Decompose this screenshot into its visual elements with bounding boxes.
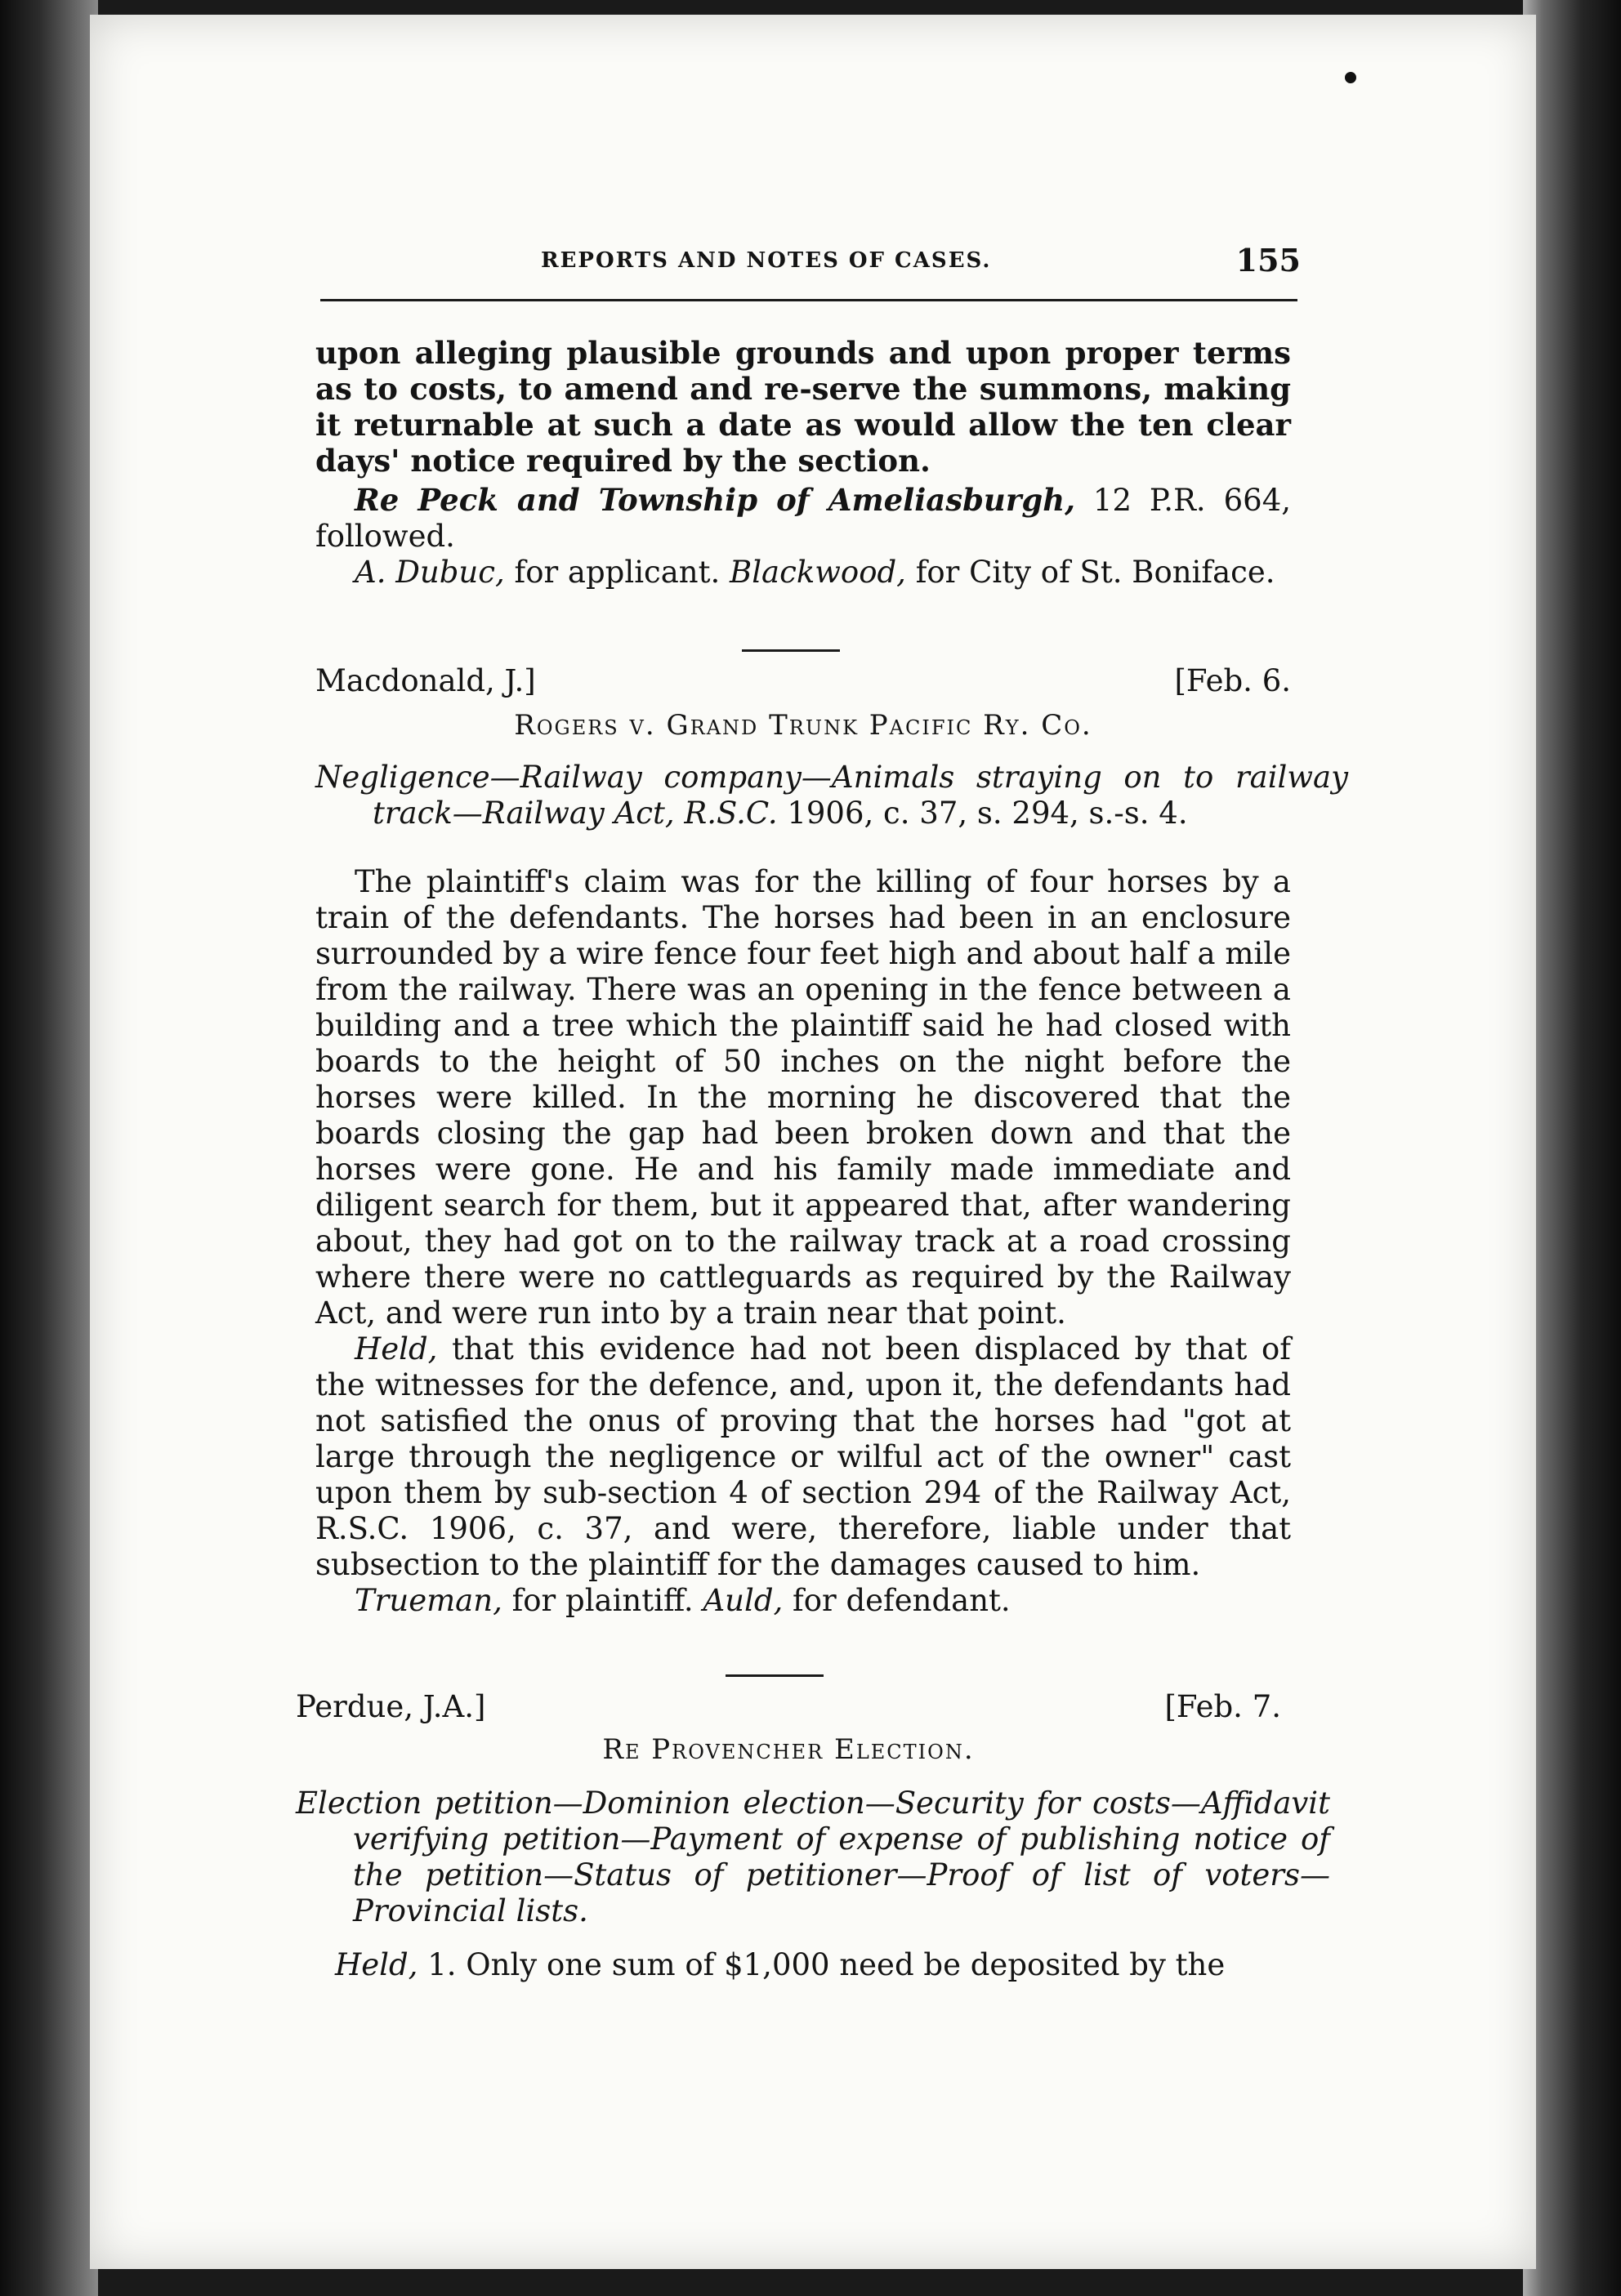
- case1-body: [315, 864, 1291, 1619]
- case1-headnote: [315, 760, 1348, 831]
- counsel-mid: for applicant.: [504, 555, 730, 590]
- case1-held: [315, 1331, 1291, 1583]
- case1-counsel: [315, 1583, 1291, 1619]
- case1-counsel-defendant: Auld,: [703, 1583, 784, 1618]
- counsel-respondent: Blackwood,: [730, 555, 906, 590]
- citation-block: [315, 482, 1291, 591]
- scan-edge-left: [0, 0, 98, 2296]
- case2-judge-line: [296, 1689, 1281, 1724]
- top-block: [315, 335, 1291, 479]
- page-number: 155: [1235, 242, 1301, 279]
- case1-headnote-rest: 1906, c. 37, s. 294, s.-s. 4.: [777, 796, 1188, 831]
- top-paragraph: upon alleging plausible grounds and upon proper terms as to costs, to amend and re-serve the summons, making it returnable at such a date as would allow the ten clear days' notice required by the section.: [315, 335, 1291, 479]
- running-head: REPORTS AND NOTES OF CASES.: [541, 248, 992, 273]
- case1-facts: The plaintiff's claim was for the killing of four horses by a train of the defendants. The horses had been in an enclosure surrounded by a wire fence four feet high and about half a mile from the railway. There was an opening in the fence between a building and a tree which the plaintiff said he had closed with boards to the height of 50 inches on the night before the horses were killed. In the morning he discovered that the boards closing the gap had been broken down and that the horses were gone. He and his family made immediate and diligent search for them, but it appeared that, after wandering about, they had got on to the railway track at a road crossing where there were no cattleguards as required by the Railway Act, and were run into by a train near that point.: [315, 864, 1291, 1331]
- case1-judge-line: [315, 663, 1291, 698]
- case1-held-label: Held,: [355, 1331, 438, 1366]
- case2-held-text: 1. Only one sum of $1,000 need be deposited by the: [418, 1947, 1226, 1982]
- counsel-rest: for City of St. Boniface.: [905, 555, 1275, 590]
- case1-judge: Macdonald, J.]: [315, 663, 536, 698]
- case2-judge: Perdue, J.A.]: [296, 1689, 486, 1724]
- citation-paragraph: [315, 482, 1291, 555]
- case1-counsel-plaintiff-rest: for plaintiff.: [502, 1583, 703, 1618]
- case1-date: [Feb. 6.: [1174, 663, 1291, 698]
- case1-held-text: that this evidence had not been displaced by that of the witnesses for the defence, and, upon it, the defendants had not satisfied the onus of proving that the horses had "got at large through the negligence or wilful act of the owner" cast upon them by sub-section 4 of section 294 of the Railway Act, R.S.C. 1906, c. 37, and were, therefore, liable under that subsection to the plaintiff for the damages caused to him.: [315, 1331, 1291, 1582]
- case1-counsel-defendant-rest: for defendant.: [783, 1583, 1011, 1618]
- page-header: [320, 242, 1301, 283]
- case1-headnote-italic: Negligence—Railway company—Animals straying on to railway track—Railway Act, R.S.C.: [315, 760, 1348, 831]
- case2-held-label: Held,: [335, 1947, 418, 1982]
- citation-case-name: Re Peck and Township of Ameliasburgh,: [355, 482, 1075, 518]
- case2-held: [296, 1947, 1273, 1983]
- scan-edge-right: [1523, 0, 1621, 2296]
- section-separator: [742, 649, 840, 652]
- case1-counsel-plaintiff: Trueman,: [355, 1583, 502, 1618]
- case1-title: Rogers v. Grand Trunk Pacific Ry. Co.: [514, 709, 1092, 742]
- case2-held-block: [296, 1947, 1273, 1983]
- counsel-paragraph: [315, 555, 1291, 591]
- counsel-applicant: A. Dubuc,: [355, 555, 505, 590]
- case2-title: Re Provencher Election.: [602, 1733, 975, 1766]
- citation-rest: 12 P.R. 664, followed.: [315, 483, 1291, 554]
- section-separator: [726, 1674, 824, 1677]
- header-rule: [320, 299, 1297, 301]
- ink-dot: [1345, 72, 1356, 83]
- case2-headnote: Election petition—Dominion election—Security for costs—Affidavit verifying petition—Payment of expense of publishing notice of the petition—Status of petitioner—Proof of list of voters—Provincial lists.: [296, 1786, 1330, 1928]
- case2-date: [Feb. 7.: [1164, 1689, 1281, 1724]
